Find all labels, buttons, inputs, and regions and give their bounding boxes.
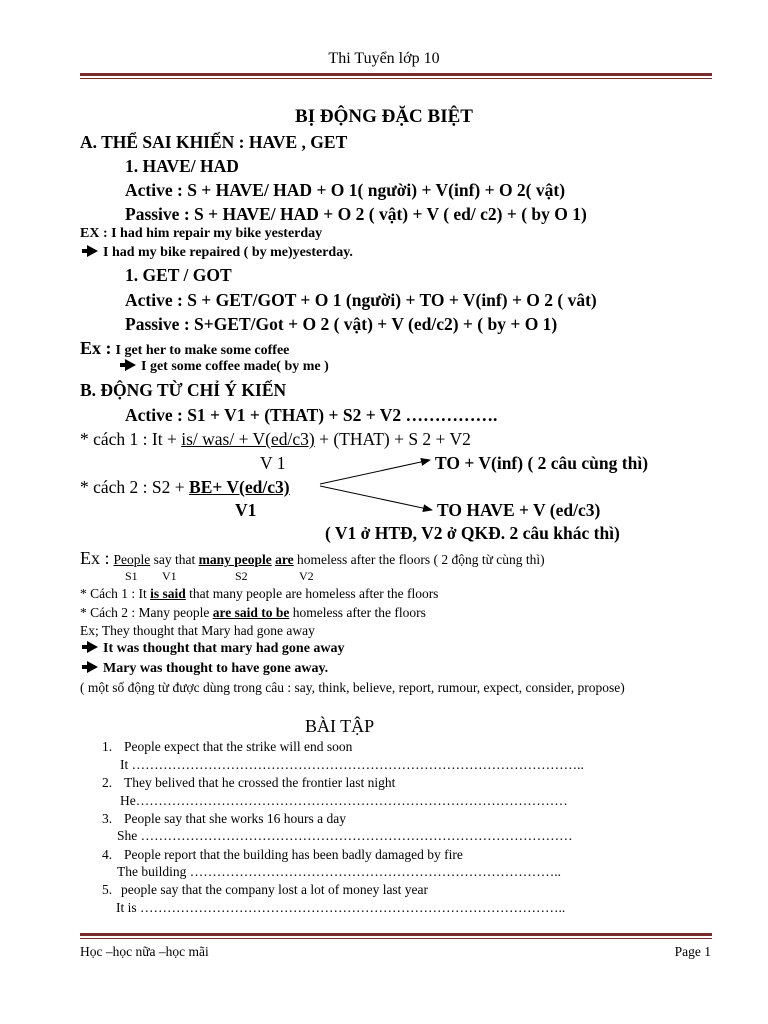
- example-method-1-ul: is said: [150, 586, 186, 601]
- header-title: Thi Tuyển lớp 10: [328, 50, 440, 67]
- get-example-answer-text: I get some coffee made( by me ): [141, 359, 329, 374]
- have-example: EX : I had him repair my bike yesterday: [80, 226, 323, 241]
- label-s2: S2: [235, 569, 248, 583]
- get-passive: Passive : S+GET/Got + O 2 ( vật) + V (ed/c2) + ( by + O 1): [125, 314, 558, 334]
- section-a-heading: A. THỂ SAI KHIẾN : HAVE , GET: [80, 132, 348, 152]
- to-have-rule: TO HAVE + V (ed/c3): [437, 500, 601, 520]
- arrow-right-icon: [80, 661, 103, 677]
- opinion-example-sentence: [114, 552, 545, 567]
- word-say-that: say that: [150, 552, 199, 567]
- method-1-suffix: + (THAT) + S 2 + V2: [314, 429, 471, 449]
- example-method-1-prefix: * Cách 1 : It: [80, 586, 151, 601]
- exercise-5-text: people say that the company lost a lot of money last year: [121, 882, 429, 897]
- label-v2: V2: [299, 569, 314, 583]
- exercise-2-answer: He……………………………………………………………………………………: [120, 793, 568, 808]
- get-example-text: I get her to make some coffee: [115, 343, 290, 358]
- exercise-4-text: People report that the building has been badly damaged by fire: [124, 847, 463, 862]
- exercise-4-num: 4.: [102, 847, 113, 862]
- label-v1: V1: [162, 569, 177, 583]
- exercise-1-text: People expect that the strike will end soon: [124, 739, 353, 754]
- page-title: BỊ ĐỘNG ĐẶC BIỆT: [295, 106, 473, 127]
- footer-rule-thin: [80, 938, 712, 939]
- word-are: are: [275, 552, 294, 567]
- exercise-1-num: 1.: [102, 739, 113, 754]
- exercise-1-answer: It ………………………………………………………………………………………..: [120, 757, 584, 772]
- section-b-heading: B. ĐỘNG TỪ CHỈ Ý KIẾN: [80, 380, 287, 400]
- example-method-2-suffix: homeless after the floors: [289, 605, 426, 620]
- v1-label-a: V 1: [260, 453, 286, 473]
- exercise-3-answer: She ……………………………………………………………………………………: [117, 828, 573, 843]
- have-heading: 1. HAVE/ HAD: [125, 156, 239, 176]
- have-example-answer-text: I had my bike repaired ( by me)yesterday.: [103, 245, 353, 260]
- exercise-5-answer: It is …………………………………………………………………………………..: [116, 900, 566, 915]
- exercise-5-num: 5.: [102, 882, 113, 897]
- footer-page-number: Page 1: [674, 944, 711, 959]
- opinion-active: Active : S1 + V1 + (THAT) + S2 + V2 …………….: [125, 405, 498, 425]
- example-2-answer-2-text: Mary was thought to have gone away.: [103, 661, 329, 676]
- label-s1: S1: [125, 569, 138, 583]
- word-people: People: [113, 552, 151, 567]
- example-method-2-ul: are said to be: [212, 605, 290, 620]
- method-1-underlined: is/ was/ + V(ed/c3): [181, 429, 315, 449]
- example-method-1: [80, 586, 438, 602]
- opinion-example-label: Ex :: [80, 548, 110, 568]
- exercise-2-text: They belived that he crossed the frontier last night: [124, 775, 396, 790]
- to-v-rule: TO + V(inf) ( 2 câu cùng thì): [435, 453, 649, 473]
- example-2-answer-2: [80, 661, 328, 677]
- exercise-2-num: 2.: [102, 775, 113, 790]
- tense-note: ( V1 ở HTĐ, V2 ở QKĐ. 2 câu khác thì): [325, 523, 620, 543]
- exercise-4-answer: The building ………………………………………………………………………..: [117, 864, 561, 879]
- exercises-title: BÀI TẬP: [305, 716, 375, 736]
- footer-rule-thick: [80, 933, 712, 936]
- example-2-answer-1: [80, 641, 345, 657]
- arrow-to-have: [320, 486, 432, 510]
- get-active: Active : S + GET/GOT + O 1 (người) + TO + V(inf) + O 2 ( vât): [125, 290, 597, 310]
- footer-motto: Học –học nữa –học mãi: [80, 944, 209, 959]
- have-passive: Passive : S + HAVE/ HAD + O 2 ( vật) + V ( ed/ c2) + ( by O 1): [125, 204, 587, 224]
- example-method-1-suffix: that many people are homeless after the floors: [185, 586, 439, 601]
- example-method-2-prefix: * Cách 2 : Many people: [80, 605, 213, 620]
- get-example-label: Ex :: [80, 338, 112, 358]
- method-1-prefix: * cách 1 : It +: [80, 429, 182, 449]
- verbs-note: ( một số động từ được dùng trong câu : say, think, believe, report, rumour, expect, consider, propose): [80, 680, 625, 695]
- arrow-right-icon: [80, 641, 103, 657]
- exercise-3-num: 3.: [102, 811, 113, 826]
- v1-label-b: V1: [235, 500, 257, 520]
- word-rest: homeless after the floors ( 2 động từ cùng thì): [293, 552, 545, 567]
- example-2: Ex; They thought that Mary had gone away: [80, 623, 315, 638]
- exercise-3-text: People say that she works 16 hours a day: [124, 811, 346, 826]
- opinion-example: [80, 548, 545, 569]
- word-many-people: many people: [198, 552, 272, 567]
- have-active: Active : S + HAVE/ HAD + O 1( người) + V(inf) + O 2( vật): [125, 180, 566, 200]
- example-method-2: [80, 605, 426, 621]
- method-2-underlined: BE+ V(ed/c3): [189, 477, 290, 497]
- method-2-prefix: * cách 2 : S2 +: [80, 477, 190, 497]
- example-2-answer-1-text: It was thought that mary had gone away: [103, 641, 345, 656]
- get-heading: 1. GET / GOT: [125, 265, 232, 285]
- arrow-to-inf: [320, 460, 430, 484]
